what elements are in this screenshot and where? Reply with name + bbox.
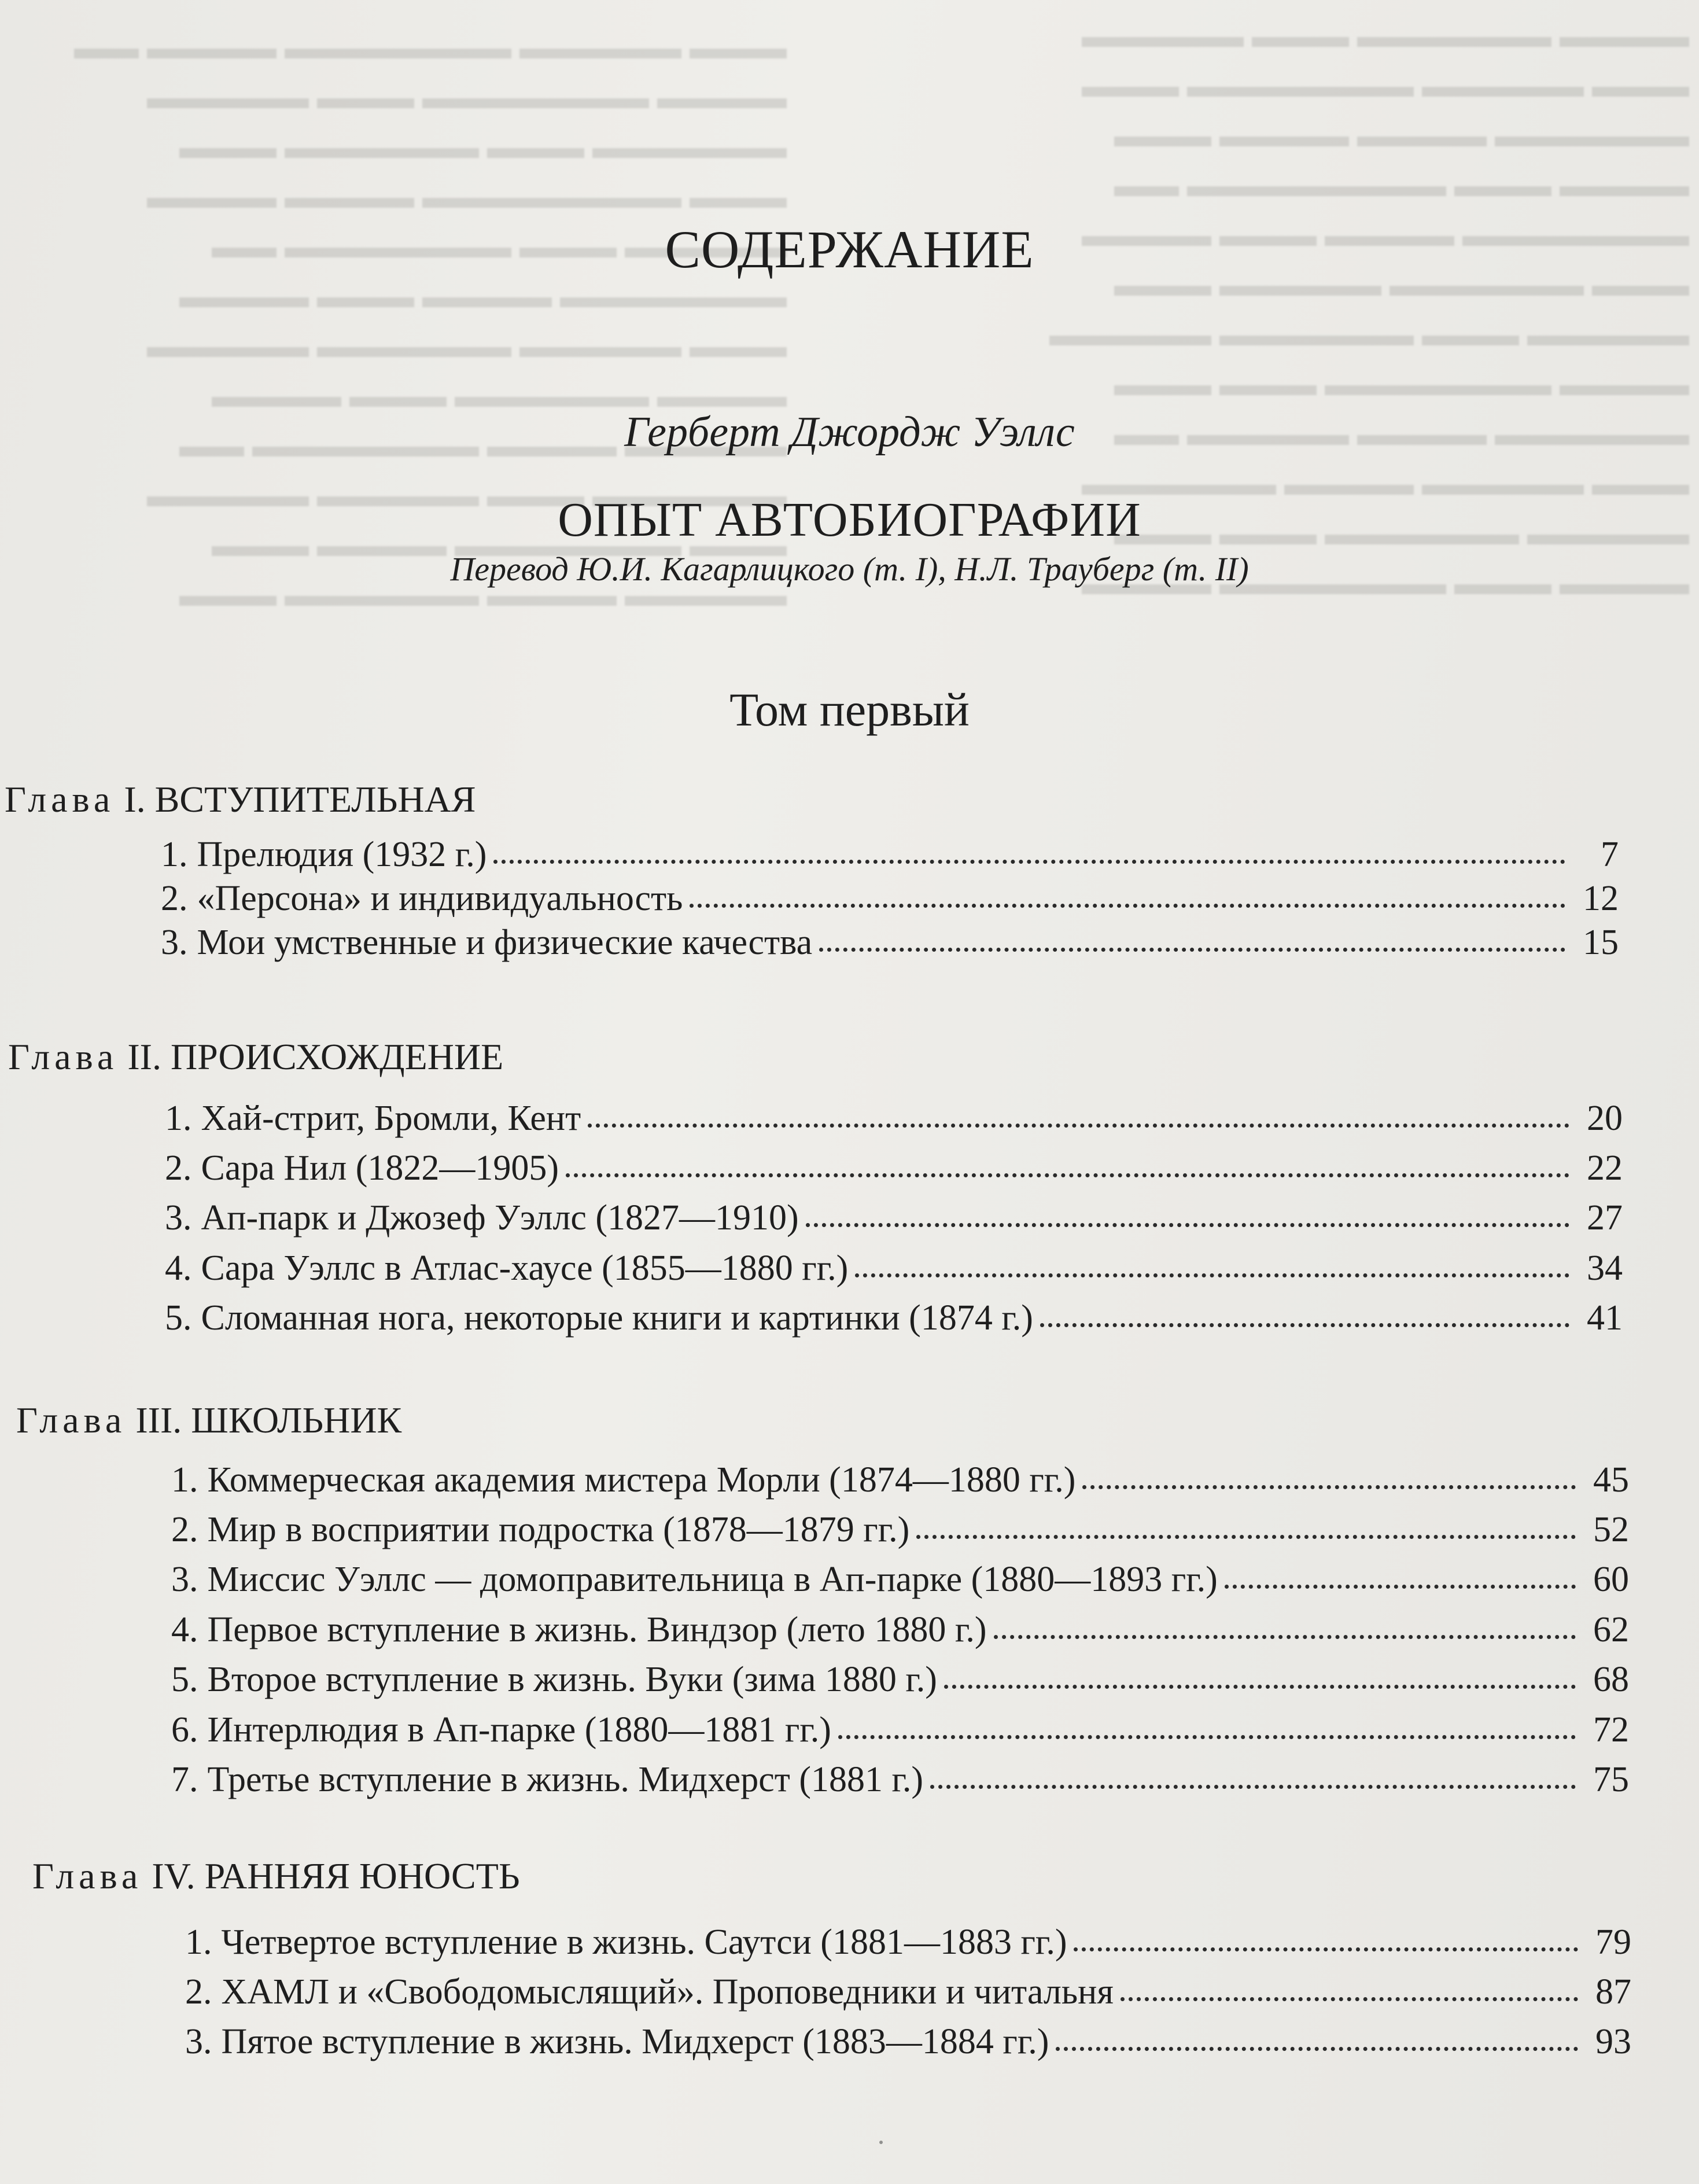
show-through-texture-left: ▬▬▬ ▬▬▬▬▬ ▬▬▬▬▬▬▬ ▬▬▬▬ ▬▬ ▬▬▬▬ ▬▬▬▬▬▬▬ ▬▬▬ ▬▬▬▬▬ ▬▬▬▬▬▬ ▬▬▬ ▬▬▬▬▬▬ ▬▬▬ ▬▬▬ ▬▬▬▬▬▬▬▬ ▬▬▬▬ ▬▬▬▬ ▬▬▬▬▬ ▬▬▬ ▬▬▬▬▬▬▬ ▬▬ ▬▬▬▬▬▬▬ ▬▬▬▬ ▬▬▬ ▬▬▬▬ ▬▬▬ ▬▬▬▬▬ ▬▬▬▬▬▬ ▬▬▬▬▬ ▬▬▬▬ ▬▬▬▬▬▬ ▬▬▬ ▬▬▬▬ ▬▬▬▬▬ ▬▬▬▬ ▬▬▬▬▬▬▬ ▬▬ ▬▬▬▬▬▬ ▬▬▬ ▬▬▬▬▬ ▬▬▬▬▬ ▬▬▬ ▬▬▬▬▬▬▬ ▬▬▬▬ ▬▬▬ ▬▬▬▬▬ ▬▬▬▬ ▬▬▬▬▬▬ ▬▬▬	[74, 30, 787, 613]
entry-title: ХАМЛ и «Свободомыслящий». Проповедники и читальня	[221, 1972, 1114, 2012]
entry-title: Сара Уэллс в Атлас-хаусе (1855—1880 гг.)	[201, 1248, 849, 1288]
entry-number: 3.	[185, 2022, 212, 2061]
entry-number: 2.	[165, 1148, 192, 1188]
toc-entry[interactable]	[161, 834, 1619, 881]
dot-leader	[1074, 1947, 1578, 1951]
entry-title: «Персона» и индивидуальность	[197, 879, 683, 918]
entry-title: Миссис Уэллс — домоправительница в Ап-парке (1880—1893 гг.)	[207, 1560, 1218, 1599]
toc-entry[interactable]	[165, 1248, 1623, 1294]
dot-leader	[806, 1223, 1569, 1227]
toc-entry[interactable]	[165, 1298, 1623, 1344]
entry-title: Прелюдия (1932 г.)	[197, 835, 487, 874]
entry-page-number: 75	[1593, 1760, 1629, 1799]
dot-leader	[1040, 1323, 1569, 1327]
dot-leader	[944, 1685, 1576, 1689]
entry-title: Хай-стрит, Бромли, Кент	[201, 1099, 581, 1138]
entry-page-number: 12	[1583, 879, 1619, 918]
toc-entry[interactable]	[161, 922, 1619, 968]
entry-page-number: 22	[1587, 1148, 1623, 1188]
chapter-label: Глава	[5, 779, 115, 820]
entry-number: 5.	[165, 1298, 192, 1338]
dot-leader	[566, 1173, 1569, 1177]
entry-title: Сара Нил (1822—1905)	[201, 1148, 559, 1188]
dot-leader	[493, 860, 1565, 864]
dot-leader	[690, 904, 1565, 908]
entry-number: 1.	[185, 1922, 212, 1962]
entry-number: 2.	[185, 1972, 212, 2012]
toc-entry[interactable]	[171, 1610, 1629, 1656]
entry-page-number: 68	[1593, 1660, 1629, 1699]
entry-page-number: 34	[1587, 1248, 1623, 1288]
toc-entry[interactable]	[161, 878, 1619, 925]
dot-leader	[819, 948, 1565, 952]
entry-page-number: 62	[1593, 1610, 1629, 1649]
entry-page-number: 79	[1595, 1922, 1631, 1962]
entry-number: 3.	[165, 1198, 192, 1238]
toc-entry[interactable]	[171, 1759, 1629, 1806]
dot-leader	[855, 1273, 1569, 1277]
entry-number: 3.	[161, 923, 188, 962]
entry-page-number: 20	[1587, 1099, 1623, 1138]
entry-page-number: 60	[1593, 1560, 1629, 1599]
entry-number: 2.	[171, 1510, 198, 1549]
entry-number: 4.	[171, 1610, 198, 1649]
entry-number: 4.	[165, 1248, 192, 1288]
entry-number: 7.	[171, 1760, 198, 1799]
dot-leader	[1121, 1997, 1578, 2001]
entry-page-number: 27	[1587, 1198, 1623, 1238]
entry-page-number: 45	[1593, 1460, 1629, 1500]
toc-entry[interactable]	[165, 1198, 1623, 1244]
entry-number: 5.	[171, 1660, 198, 1699]
toc-entry[interactable]	[171, 1460, 1629, 1506]
dot-leader	[588, 1124, 1569, 1128]
entry-title: Сломанная нога, некоторые книги и картинки (1874 г.)	[201, 1298, 1033, 1338]
toc-entry[interactable]	[185, 2021, 1631, 2068]
chapter-title: III. ШКОЛЬНИК	[135, 1399, 402, 1441]
chapter-heading	[16, 1399, 401, 1442]
entry-page-number: 72	[1593, 1710, 1629, 1750]
toc-entry[interactable]	[171, 1710, 1629, 1756]
entry-number: 2.	[161, 879, 188, 918]
entry-title: Третье вступление в жизнь. Мидхерст (1881 г.)	[207, 1760, 924, 1799]
toc-entry[interactable]	[165, 1098, 1623, 1144]
entry-page-number: 87	[1595, 1972, 1631, 2012]
entry-title: Четвертое вступление в жизнь. Саутси (1881—1883 гг.)	[221, 1922, 1067, 1962]
toc-entry[interactable]	[171, 1559, 1629, 1605]
chapter-label: Глава	[8, 1036, 119, 1077]
chapter-title: II. ПРОИСХОЖДЕНИЕ	[127, 1036, 504, 1077]
entry-title: Мои умственные и физические качества	[197, 923, 813, 962]
entry-number: 6.	[171, 1710, 198, 1750]
dot-leader	[1225, 1585, 1576, 1589]
entry-number: 1.	[161, 835, 188, 874]
book-title: ОПЫТ АВТОБИОГРАФИИ	[558, 493, 1141, 547]
entry-title: Мир в восприятии подростка (1878—1879 гг.)	[207, 1510, 910, 1549]
dot-leader	[994, 1635, 1576, 1639]
entry-title: Второе вступление в жизнь. Вуки (зима 1880 г.)	[207, 1660, 937, 1699]
chapter-label: Глава	[16, 1399, 127, 1441]
dot-leader	[916, 1535, 1576, 1539]
entry-page-number: 93	[1595, 2022, 1631, 2061]
entry-page-number: 7	[1601, 835, 1619, 874]
toc-entry[interactable]	[171, 1659, 1629, 1706]
entry-page-number: 15	[1583, 923, 1619, 962]
chapter-heading	[8, 1036, 503, 1078]
paper-speck	[879, 2141, 883, 2144]
entry-number: 1.	[171, 1460, 198, 1500]
dot-leader	[1056, 2047, 1578, 2051]
entry-title: Ап-парк и Джозеф Уэллс (1827—1910)	[201, 1198, 799, 1238]
entry-title: Коммерческая академия мистера Морли (1874—1880 гг.)	[207, 1460, 1076, 1500]
author-name: Герберт Джордж Уэллс	[624, 408, 1075, 456]
volume-heading: Том первый	[729, 683, 970, 736]
entry-page-number: 41	[1587, 1298, 1623, 1338]
toc-entry[interactable]	[171, 1509, 1629, 1556]
toc-entry[interactable]	[185, 1922, 1631, 1968]
chapter-title: I. ВСТУПИТЕЛЬНАЯ	[124, 779, 476, 820]
show-through-texture-right: ▬▬▬▬ ▬▬▬▬▬▬ ▬▬▬ ▬▬▬▬▬ ▬▬▬ ▬▬▬▬▬ ▬▬▬▬▬▬▬ ▬▬▬ ▬▬▬▬▬▬ ▬▬▬▬ ▬▬▬▬ ▬▬▬ ▬▬▬▬ ▬▬▬ ▬▬▬▬▬▬▬▬ ▬▬ ▬▬▬▬▬▬▬ ▬▬▬▬ ▬▬▬ ▬▬▬▬ ▬▬▬ ▬▬▬▬▬▬ ▬▬▬▬▬ ▬▬▬ ▬▬▬▬▬ ▬▬▬ ▬▬▬▬▬▬ ▬▬▬▬▬ ▬▬▬▬ ▬▬▬▬▬▬▬ ▬▬▬ ▬▬▬ ▬▬▬▬▬▬ ▬▬▬▬ ▬▬▬▬▬ ▬▬ ▬▬▬ ▬▬▬▬▬ ▬▬▬▬ ▬▬▬▬▬▬ ▬▬▬▬▬ ▬▬▬▬▬▬ ▬▬▬ ▬▬▬ ▬▬▬▬ ▬▬▬ ▬▬▬▬▬▬▬ ▬▬▬▬	[1049, 19, 1689, 602]
page-title: СОДЕРЖАНИЕ	[665, 220, 1034, 279]
chapter-label: Глава	[32, 1855, 143, 1896]
chapter-heading	[5, 778, 476, 821]
entry-title: Пятое вступление в жизнь. Мидхерст (1883—1884 гг.)	[221, 2022, 1049, 2061]
dot-leader	[838, 1735, 1576, 1739]
chapter-title: IV. РАННЯЯ ЮНОСТЬ	[152, 1855, 520, 1896]
entry-page-number: 52	[1593, 1510, 1629, 1549]
dot-leader	[930, 1785, 1576, 1789]
entry-number: 1.	[165, 1099, 192, 1138]
chapter-heading	[32, 1855, 520, 1898]
entry-number: 3.	[171, 1560, 198, 1599]
dot-leader	[1082, 1485, 1576, 1489]
toc-entry[interactable]	[185, 1972, 1631, 2018]
entry-title: Интерлюдия в Ап-парке (1880—1881 гг.)	[207, 1710, 831, 1750]
toc-entry[interactable]	[165, 1148, 1623, 1194]
entry-title: Первое вступление в жизнь. Виндзор (лето 1880 г.)	[207, 1610, 987, 1649]
translator-credit: Перевод Ю.И. Кагарлицкого (т. I), Н.Л. Трауберг (т. II)	[450, 550, 1249, 588]
